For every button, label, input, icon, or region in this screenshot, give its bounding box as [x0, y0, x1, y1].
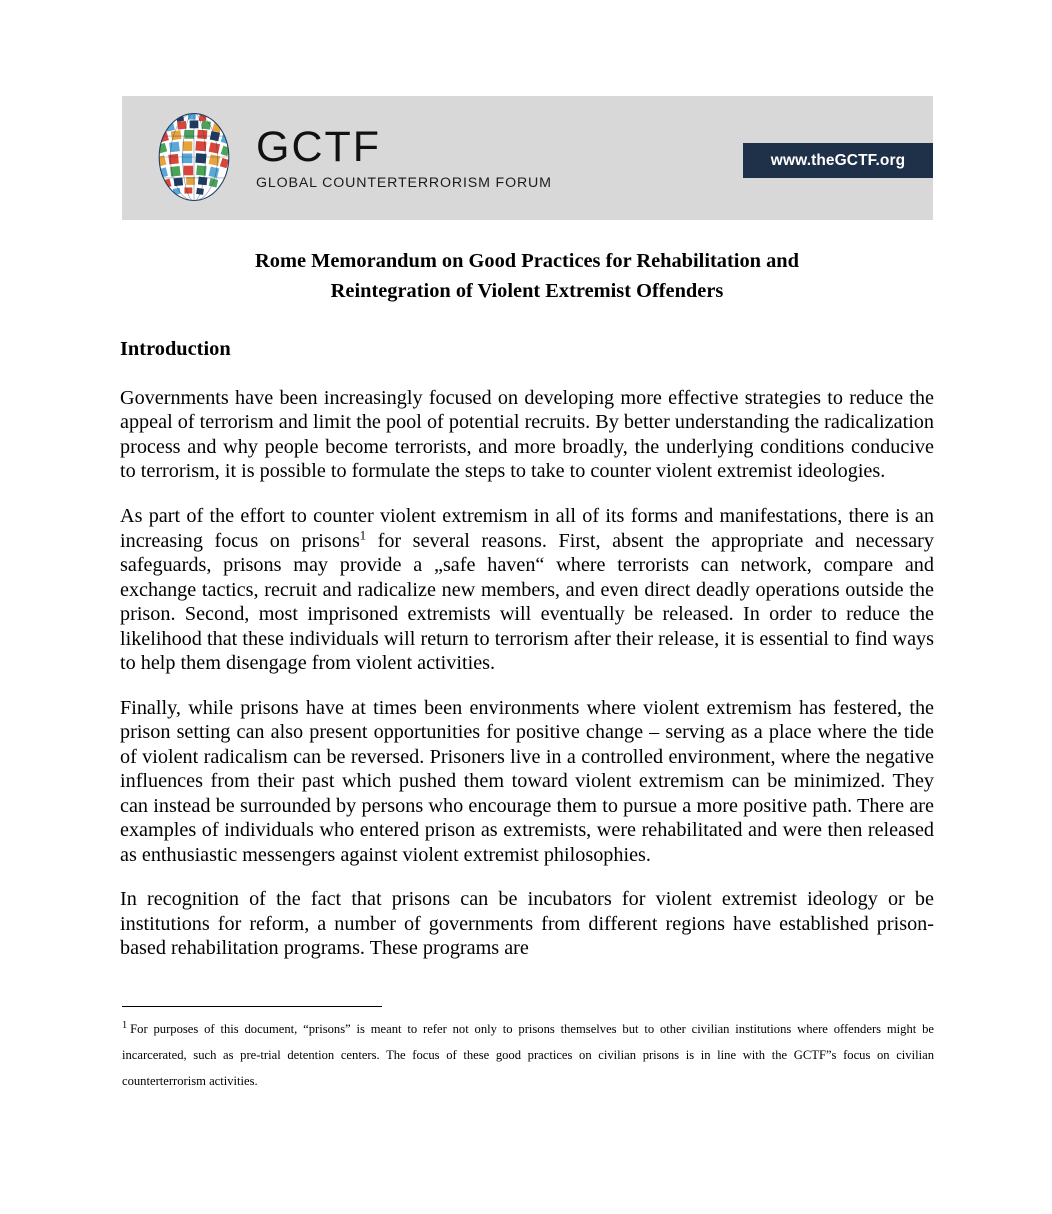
- page-title-line-1: Rome Memorandum on Good Practices for Rehabilitation and: [255, 250, 799, 272]
- gctf-logo-block: [150, 110, 552, 204]
- paragraph-1: Governments have been increasingly focused on developing more effective strategies to reduce the appeal of terrorism and limit the pool of potential recruits. By better understanding the radicalization process and why people become terrorists, and more broadly, the underlying conditions conducive to terrorism, it is possible to formulate the steps to take to counter violent extremist ideologies.: [120, 386, 934, 483]
- footnote-1: [120, 1017, 934, 1094]
- paragraph-2-part-1: As part of the effort to counter violent extremism in all of its forms and manifestations, there is an increasing focus on prisons: [120, 504, 934, 552]
- footnote-body-text: For purposes of this document, “prisons” is meant to refer not only to prisons themselves but to other civilian institutions where offenders might be incarcerated, such as pre-trial detention centers. The focus of these good practices on civilian prisons is in line with the GCTF”s focus on civilian counterterrorism activities.: [122, 1022, 934, 1088]
- wordmark-title: GCTF: [256, 122, 382, 171]
- page-title-line-2: Reintegration of Violent Extremist Offenders: [330, 280, 724, 303]
- gctf-wordmark: [256, 124, 552, 190]
- document-header-band: [122, 96, 933, 220]
- wordmark-subtitle: GLOBAL COUNTERTERRORISM FORUM: [256, 174, 552, 191]
- paragraph-3: Finally, while prisons have at times been environments where violent extremism has festered, the prison setting can also present opportunities for positive change – serving as a place where the tide of violent radicalism can be reversed. Prisoners live in a controlled environment, where the negative influences from their past which pushed them toward violent extremism can be minimized. They can instead be surrounded by persons who encourage them to pursue a more positive path. There are examples of individuals who entered prison as extremists, were rehabilitated and were then released as enthusiastic messengers against violent extremist philosophies.: [120, 696, 934, 866]
- document-body: [120, 246, 934, 961]
- page-title: [120, 246, 934, 306]
- section-heading-introduction: Introduction: [120, 338, 231, 361]
- website-url-badge[interactable]: [743, 143, 933, 178]
- website-url-text: www.theGCTF.org: [770, 151, 906, 169]
- gctf-globe-logo-icon: [150, 110, 238, 204]
- footnote-number: 1: [122, 1019, 128, 1031]
- footnote-reference-1[interactable]: 1: [359, 527, 367, 542]
- paragraph-2: [120, 504, 934, 676]
- paragraph-4: In recognition of the fact that prisons can be incubators for violent extremist ideology or be institutions for reform, a number of governments from different regions have established prison-based rehabilitation programs. These programs are: [120, 888, 934, 960]
- paragraph-2-part-2: for several reasons. First, absent the appropriate and necessary safeguards, prisons may provide a „safe haven“ where terrorists can network, compare and exchange tactics, recruit and radicalize new members, and even direct deadly operations outside the prison. Second, most imprisoned extremists will eventually be released. In order to reduce the likelihood that these individuals will return to terrorism after their release, it is essential to find ways to help them disengage from violent activities.: [120, 529, 934, 675]
- footnote-separator-rule: [122, 1006, 382, 1007]
- footnote-area: [120, 1006, 934, 1094]
